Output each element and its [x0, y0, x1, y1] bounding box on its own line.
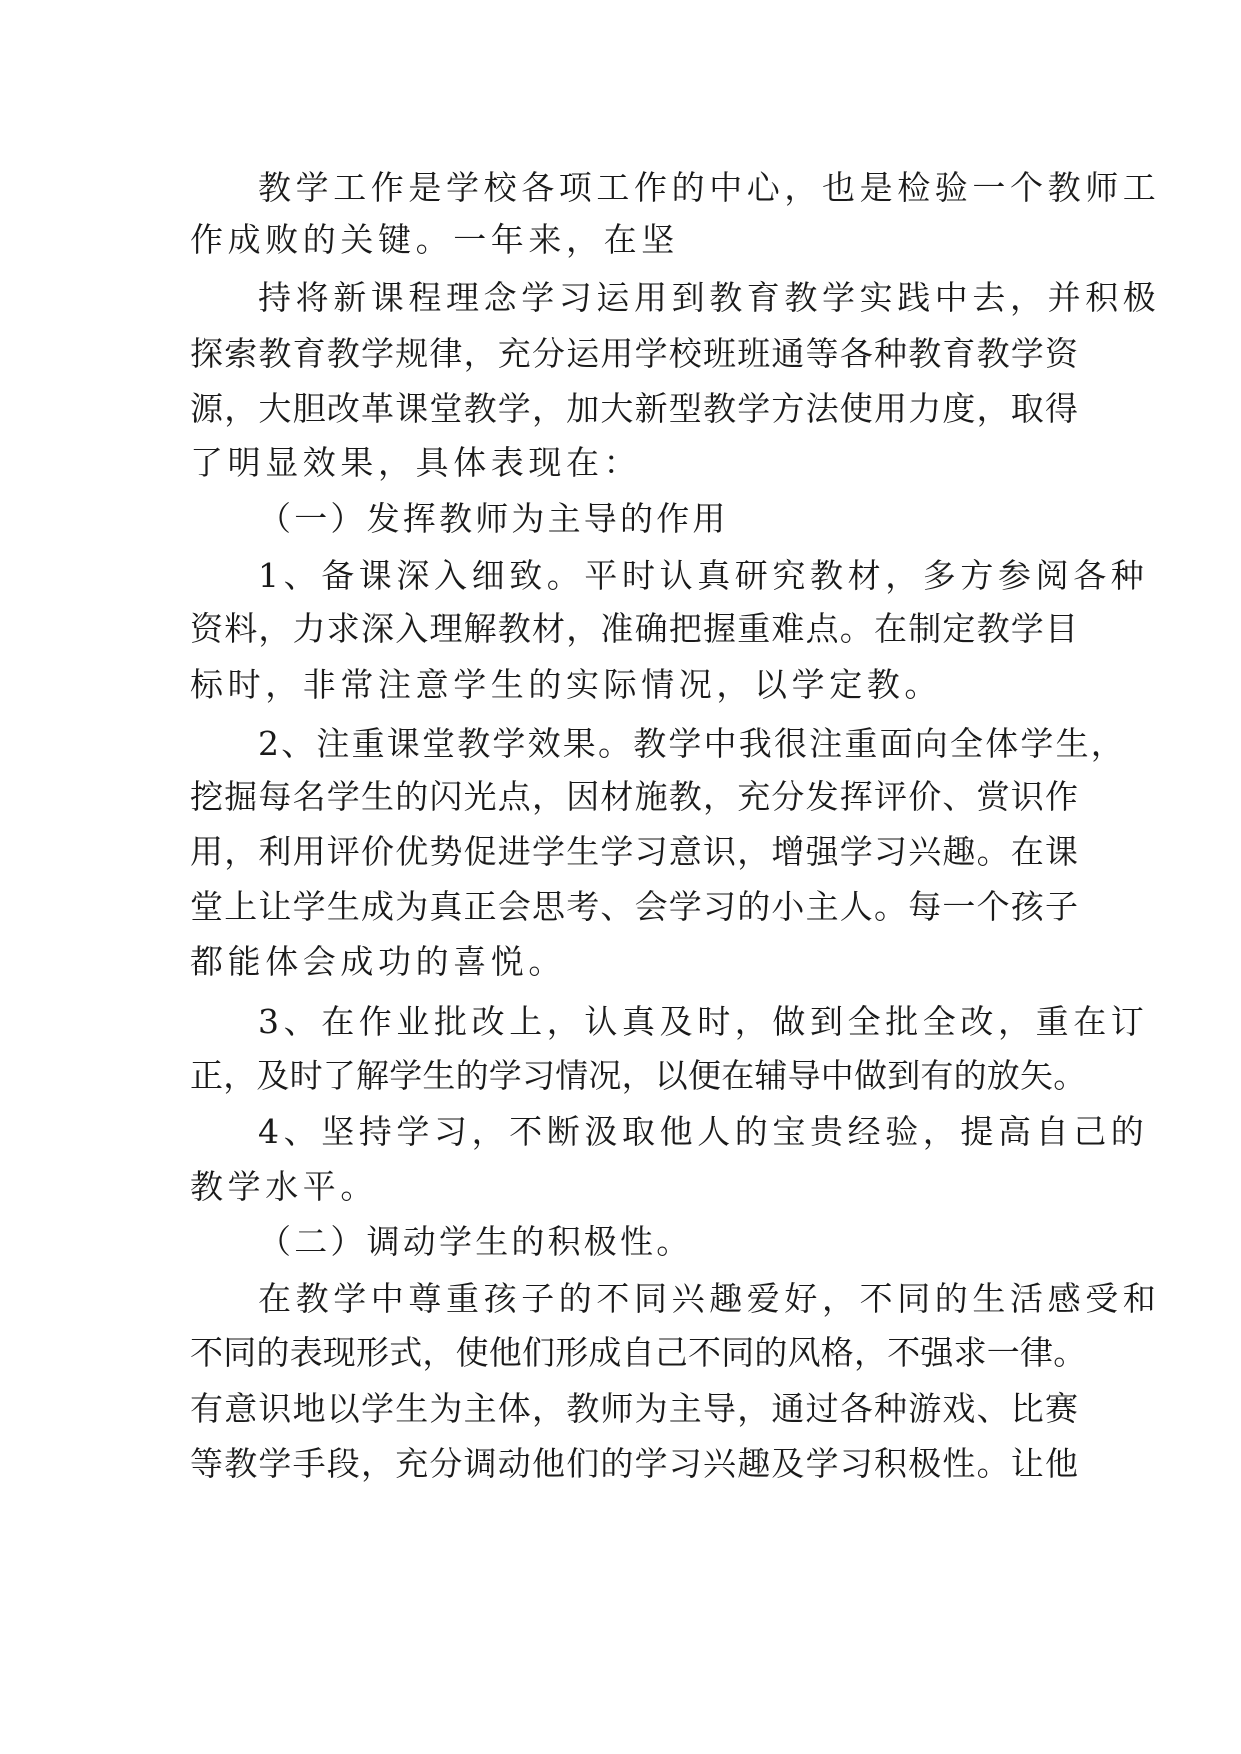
text-line: 堂上让学生成为真正会思考、会学习的小主人。每一个孩子: [190, 887, 1080, 926]
text-line: 用，利用评价优势促进学生学习意识，增强学习兴趣。在课: [190, 832, 1080, 871]
text-line: 了明显效果，具体表现在：: [190, 443, 642, 482]
text-line: 教学水平。: [190, 1167, 378, 1206]
text-line: 源，大胆改革课堂教学，加大新型教学方法使用力度，取得: [190, 389, 1080, 428]
text-line: 3、在作业批改上，认真及时，做到全批全改，重在订: [258, 1002, 1149, 1041]
text-line: 都能体会成功的喜悦。: [190, 942, 566, 981]
section-heading: （一）发挥教师为主导的作用: [258, 499, 729, 538]
text-line: 2、注重课堂教学效果。教学中我很注重面向全体学生，: [258, 724, 1126, 763]
text-line: 教学工作是学校各项工作的中心，也是检验一个教师工: [258, 168, 1161, 207]
text-line: 在教学中尊重孩子的不同兴趣爱好，不同的生活感受和: [258, 1279, 1161, 1318]
section-heading: （二）调动学生的积极性。: [258, 1222, 693, 1261]
text-line: 有意识地以学生为主体，教师为主导，通过各种游戏、比赛: [190, 1389, 1080, 1428]
text-line: 1、备课深入细致。平时认真研究教材，多方参阅各种: [258, 556, 1149, 595]
text-line: 不同的表现形式，使他们形成自己不同的风格，不强求一律。: [190, 1333, 1087, 1372]
text-line: 探索教育教学规律，充分运用学校班班通等各种教育教学资: [190, 334, 1080, 373]
text-line: 作成败的关键。一年来，在坚: [190, 220, 679, 259]
text-line: 挖掘每名学生的闪光点，因材施教，充分发挥评价、赏识作: [190, 777, 1080, 816]
text-line: 4、坚持学习，不断汲取他人的宝贵经验，提高自己的: [258, 1112, 1149, 1151]
text-line: 资料，力求深入理解教材，准确把握重难点。在制定教学目: [190, 609, 1080, 648]
text-line: 等教学手段，充分调动他们的学习兴趣及学习积极性。让他: [190, 1444, 1080, 1483]
text-line: 正，及时了解学生的学习情况，以便在辅导中做到有的放矢。: [190, 1056, 1087, 1095]
text-line: 标时，非常注意学生的实际情况，以学定教。: [190, 665, 942, 704]
text-line: 持将新课程理念学习运用到教育教学实践中去，并积极: [258, 278, 1161, 317]
